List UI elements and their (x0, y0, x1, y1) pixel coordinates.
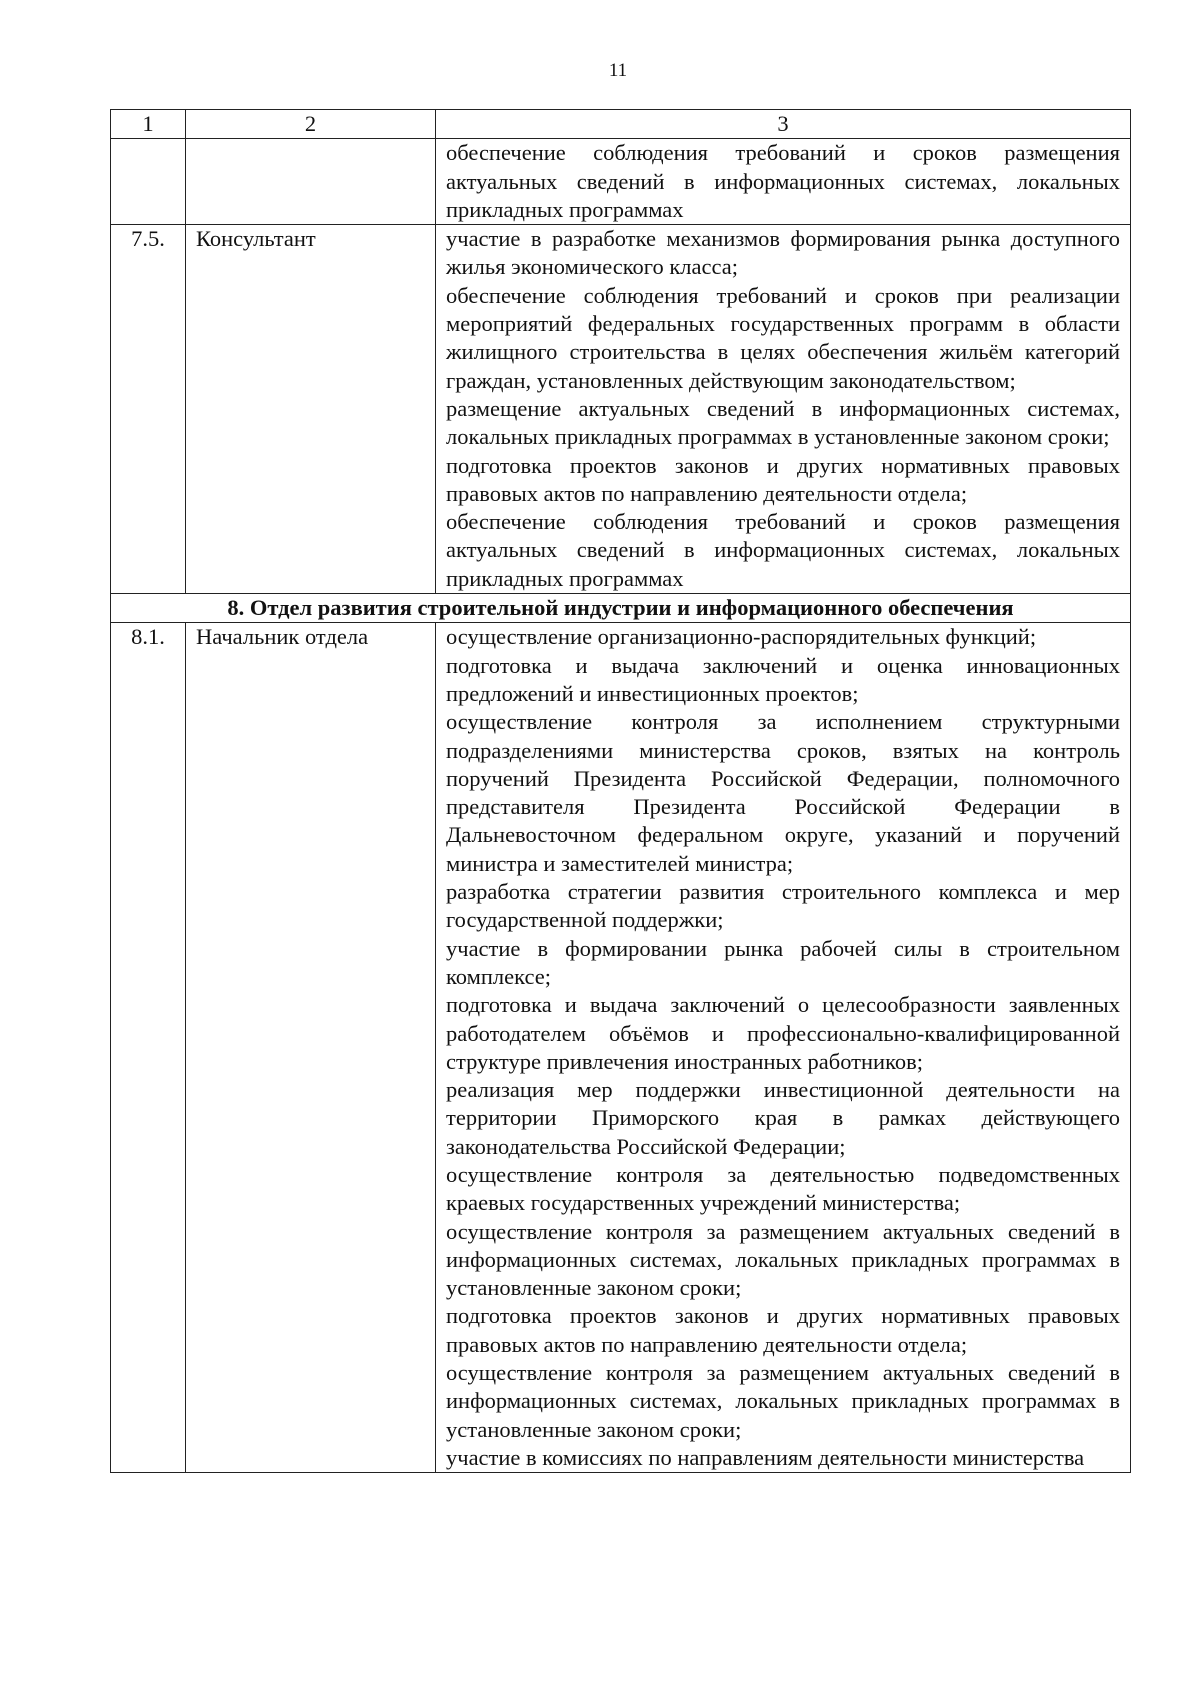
duty-item: осуществление контроля за размещением актуальных сведений в информационных системах, локальных прикладных программах в установленные законом сроки; (446, 1218, 1120, 1301)
duty-item: осуществление организационно-распорядительных функций; (446, 624, 1037, 650)
duty-item: участие в формировании рынка рабочей силы в строительном комплексе; (446, 935, 1120, 989)
duty-item: участие в разработке механизмов формирования рынка доступного жилья экономического класса; (446, 226, 1120, 280)
duty-item: обеспечение соблюдения требований и сроков размещения актуальных сведений в информационных системах, локальных прикладных программах (446, 140, 1120, 222)
column-header-1: 1 (111, 110, 186, 139)
staff-duties-table (110, 109, 1131, 1473)
row-number-cell (111, 139, 186, 225)
duties-cell (436, 623, 1131, 1473)
row-number-cell: 8.1. (111, 623, 186, 1473)
duty-item: осуществление контроля за размещением актуальных сведений в информационных системах, локальных прикладных программах в установленные законом сроки; (446, 1360, 1120, 1442)
table-row-continuation (111, 139, 1131, 225)
duty-item: подготовка и выдача заключений и оценка инновационных предложений и инвестиционных проектов; (446, 652, 1120, 706)
duty-item: осуществление контроля за исполнением структурными подразделениями министерства сроков, взятых на контроль поручений Президента Российской Федерации, полномочного представителя Президента Российской Федерации в Дальневосточном федеральном округе, указаний и поручений министра и заместителей министра; (446, 709, 1120, 876)
duty-item: подготовка и выдача заключений о целесообразности заявленных работодателем объёмов и профессионально-квалифицированной структуре привлечения иностранных работников; (446, 992, 1120, 1074)
duty-item: размещение актуальных сведений в информационных системах, локальных прикладных программах в установленные законом сроки; (446, 395, 1120, 450)
row-number-cell: 7.5. (111, 225, 186, 594)
page-number: 11 (608, 60, 628, 81)
column-header-3: 3 (436, 110, 1131, 139)
position-cell: Консультант (186, 225, 436, 594)
duty-item: обеспечение соблюдения требований и сроков размещения актуальных сведений в информационных системах, локальных прикладных программах (446, 509, 1120, 591)
duty-item: обеспечение соблюдения требований и сроков при реализации мероприятий федеральных государственных программ в области жилищного строительства в целях обеспечения жильём категорий граждан, установленных действующим законодательством; (446, 282, 1120, 393)
column-header-2: 2 (186, 110, 436, 139)
table-row-7-5 (111, 225, 1131, 594)
section-heading: 8. Отдел развития строительной индустрии и информационного обеспечения (111, 594, 1131, 623)
duty-item: осуществление контроля за деятельностью подведомственных краевых государственных учреждений министерства; (446, 1161, 1120, 1216)
duty-item: реализация мер поддержки инвестиционной деятельности на территории Приморского края в рамках действующего законодательства Российской Федерации; (446, 1077, 1120, 1159)
section-row-8 (111, 594, 1131, 623)
duty-item: подготовка проектов законов и других нормативных правовых правовых актов по направлению деятельности отдела; (446, 1303, 1120, 1357)
position-cell (186, 139, 436, 225)
duty-item: подготовка проектов законов и других нормативных правовых правовых актов по направлению деятельности отдела; (446, 452, 1120, 506)
table-header-row (111, 110, 1131, 139)
duty-item: разработка стратегии развития строительного комплекса и мер государственной поддержки; (446, 879, 1120, 933)
duties-cell (436, 225, 1131, 594)
duties-cell (436, 139, 1131, 225)
duty-item: участие в комиссиях по направлениям деятельности министерства (446, 1444, 1085, 1470)
table-row-8-1 (111, 623, 1131, 1473)
position-cell: Начальник отдела (186, 623, 436, 1473)
